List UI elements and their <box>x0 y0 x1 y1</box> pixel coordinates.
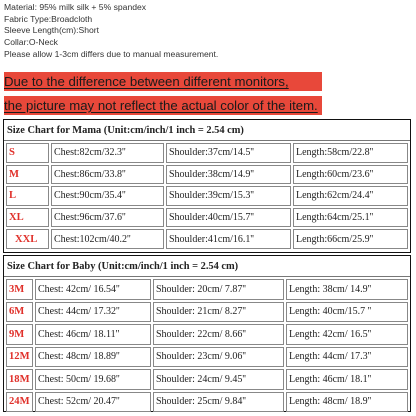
baby-chart-title: Size Chart for Baby (Unit:cm/inch/1 inch = 2.54 cm) <box>4 256 410 277</box>
size-chest-cell: Chest: 50cm/ 19.68'' <box>35 369 151 390</box>
size-shoulder-cell: Shoulder: 23cm/ 9.06'' <box>153 347 284 368</box>
size-chest-cell: Chest: 42cm/ 16.54'' <box>35 279 151 300</box>
table-row <box>6 279 408 300</box>
size-chest-cell: Chest:96cm/37.6'' <box>51 208 164 228</box>
size-size-cell: XL <box>6 208 49 228</box>
size-length-cell: Length:66cm/25.9'' <box>293 229 408 249</box>
size-chest-cell: Chest: 52cm/ 20.47'' <box>35 392 151 413</box>
table-row <box>6 324 408 345</box>
size-size-cell: 18M <box>6 369 33 390</box>
size-chest-cell: Chest:90cm/35.4'' <box>51 186 164 206</box>
size-size-cell: L <box>6 186 49 206</box>
size-shoulder-cell: Shoulder:38cm/14.9'' <box>166 165 291 185</box>
size-chest-cell: Chest: 48cm/ 18.89'' <box>35 347 151 368</box>
size-size-cell: S <box>6 143 49 163</box>
table-row <box>6 347 408 368</box>
size-size-cell: 9M <box>6 324 33 345</box>
size-length-cell: Length: 42cm/ 16.5'' <box>286 324 408 345</box>
size-shoulder-cell: Shoulder: 22cm/ 8.66'' <box>153 324 284 345</box>
size-shoulder-cell: Shoulder: 21cm/ 8.27'' <box>153 302 284 323</box>
table-row <box>6 392 408 413</box>
size-length-cell: Length: 46cm/ 18.1'' <box>286 369 408 390</box>
size-length-cell: Length: 40cm/15.7 '' <box>286 302 408 323</box>
size-chest-cell: Chest: 44cm/ 17.32'' <box>35 302 151 323</box>
size-shoulder-cell: Shoulder:39cm/15.3'' <box>166 186 291 206</box>
size-shoulder-cell: Shoulder:41cm/16.1'' <box>166 229 291 249</box>
table-row <box>6 186 408 206</box>
spec-material: Material: 95% milk silk + 5% spandex <box>4 2 147 12</box>
size-length-cell: Length:62cm/24.4'' <box>293 186 408 206</box>
size-size-cell: 24M <box>6 392 33 413</box>
size-shoulder-cell: Shoulder: 25cm/ 9.84'' <box>153 392 284 413</box>
color-warning-line-2: the picture may not reflect the actual color of the item. <box>4 96 322 115</box>
mama-chart-title: Size Chart for Mama (Unit:cm/inch/1 inch = 2.54 cm) <box>4 120 410 141</box>
table-row <box>6 143 408 163</box>
table-row <box>6 229 408 249</box>
mama-size-table <box>4 141 410 251</box>
size-size-cell: XXL <box>6 229 49 249</box>
size-length-cell: Length: 48cm/ 18.9'' <box>286 392 408 413</box>
size-size-cell: M <box>6 165 49 185</box>
size-length-cell: Length:64cm/25.1'' <box>293 208 408 228</box>
spec-sleeve: Sleeve Length(cm):Short <box>4 25 100 36</box>
size-size-cell: 6M <box>6 302 33 323</box>
spec-note: Please allow 1-3cm differs due to manual measurement. <box>4 48 219 59</box>
spec-fabric: Fabric Type:Broadcloth <box>4 13 93 24</box>
size-shoulder-cell: Shoulder: 20cm/ 7.87'' <box>153 279 284 300</box>
color-warning-line-1: Due to the difference between different monitors, <box>4 72 322 91</box>
baby-size-table <box>4 277 410 414</box>
size-length-cell: Length:58cm/22.8'' <box>293 143 408 163</box>
size-size-cell: 12M <box>6 347 33 368</box>
table-row <box>6 208 408 228</box>
size-shoulder-cell: Shoulder: 24cm/ 9.45'' <box>153 369 284 390</box>
size-chest-cell: Chest: 46cm/ 18.11'' <box>35 324 151 345</box>
baby-size-chart <box>3 255 411 412</box>
product-specs <box>4 2 218 61</box>
size-length-cell: Length: 38cm/ 14.9'' <box>286 279 408 300</box>
size-length-cell: Length: 44cm/ 17.3'' <box>286 347 408 368</box>
size-chest-cell: Chest:82cm/32.3'' <box>51 143 164 163</box>
table-row <box>6 302 408 323</box>
table-row <box>6 369 408 390</box>
mama-size-chart <box>3 119 411 253</box>
size-shoulder-cell: Shoulder:40cm/15.7'' <box>166 208 291 228</box>
spec-collar: Collar:O-Neck <box>4 37 58 48</box>
table-row <box>6 165 408 185</box>
size-chest-cell: Chest:102cm/40.2'' <box>51 229 164 249</box>
size-length-cell: Length:60cm/23.6'' <box>293 165 408 185</box>
size-chest-cell: Chest:86cm/33.8'' <box>51 165 164 185</box>
size-shoulder-cell: Shoulder:37cm/14.5'' <box>166 143 291 163</box>
size-size-cell: 3M <box>6 279 33 300</box>
